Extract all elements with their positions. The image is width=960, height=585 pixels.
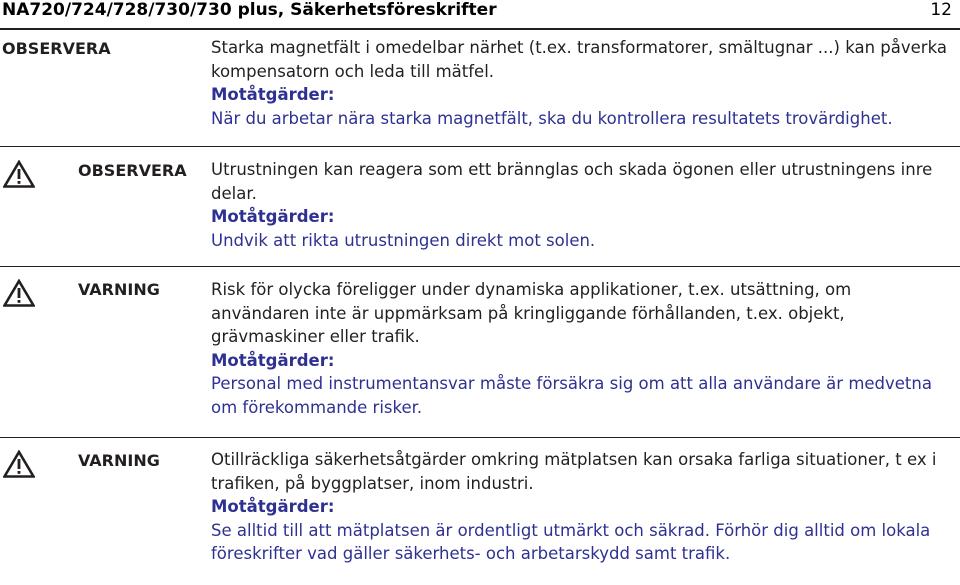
risk-text: Risk för olycka föreligger under dynamiska applikationer, t.ex. utsättning, om användaren inte är uppmärksam på kringliggande förhållanden, t.ex. objekt, grävmaskiner eller trafik. <box>211 280 852 346</box>
risk-text: Otillräckliga säkerhetsåtgärder omkring mätplatsen kan orsaka farliga situationer, t ex i trafiken, på byggplatser, inom industri. <box>211 450 937 493</box>
section-divider <box>0 437 960 438</box>
countermeasure-text: Se alltid till att mätplatsen är ordentligt utmärkt och säkrad. Förhör dig alltid om lokala föreskrifter vad gäller säkerhets- och arbetarskydd samt trafik. <box>211 520 931 563</box>
risk-text: Utrustningen kan reagera som ett brännglas och skada ögonen eller utrustningens inre delar. <box>211 160 933 203</box>
page-number: 12 <box>930 0 952 20</box>
section-divider <box>0 266 960 267</box>
warning-triangle-icon <box>3 450 35 478</box>
section-body <box>211 158 953 252</box>
section-body <box>211 448 953 566</box>
risk-text: Starka magnetfält i omedelbar närhet (t.ex. transformatorer, smältugnar ...) kan påverka kompensatorn och leda till mätfel. <box>211 38 947 81</box>
section-label: VARNING <box>78 451 160 470</box>
section-label: OBSERVERA <box>2 39 111 58</box>
header-rule <box>0 28 960 30</box>
section-body <box>211 278 953 419</box>
countermeasure-label: Motåtgärder: <box>211 207 335 226</box>
countermeasure-label: Motåtgärder: <box>211 85 335 104</box>
section-divider <box>0 146 960 147</box>
warning-triangle-icon <box>3 160 35 188</box>
section-label: VARNING <box>78 280 160 299</box>
countermeasure-label: Motåtgärder: <box>211 497 335 516</box>
warning-triangle-icon <box>3 279 35 307</box>
countermeasure-text: Undvik att rikta utrustningen direkt mot solen. <box>211 230 596 250</box>
section-body <box>211 36 953 130</box>
countermeasure-text: När du arbetar nära starka magnetfält, ska du kontrollera resultatets trovärdighet. <box>211 108 893 128</box>
document-title: NA720/724/728/730/730 plus, Säkerhetsföreskrifter <box>2 0 497 20</box>
countermeasure-label: Motåtgärder: <box>211 350 335 370</box>
countermeasure-text: Personal med instrumentansvar måste försäkra sig om att alla användare är medvetna om förekommande risker. <box>211 374 932 417</box>
page-header <box>0 0 960 30</box>
section-label: OBSERVERA <box>78 161 187 180</box>
